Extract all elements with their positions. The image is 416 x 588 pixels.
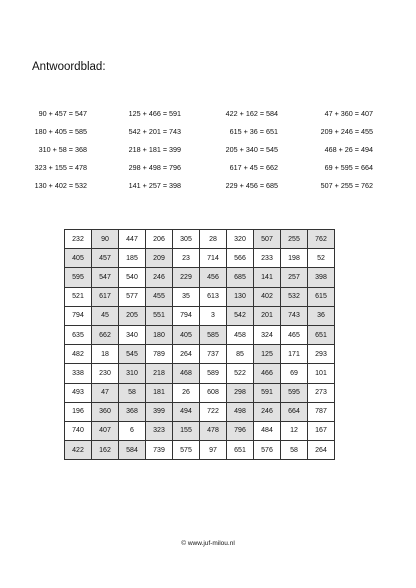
answer-equation: 617 + 45 = 662 — [229, 163, 278, 172]
answer-equation: 468 + 26 = 494 — [324, 145, 373, 154]
grid-cell: 484 — [254, 421, 281, 440]
grid-cell: 398 — [308, 268, 335, 287]
answer-equation: 130 + 402 = 532 — [34, 181, 87, 190]
answer-equation: 90 + 457 = 547 — [38, 109, 87, 118]
grid-cell: 595 — [281, 383, 308, 402]
grid-cell: 399 — [146, 402, 173, 421]
grid-cell: 407 — [92, 421, 119, 440]
grid-cell: 246 — [254, 402, 281, 421]
answer-grid — [64, 229, 335, 460]
grid-cell: 796 — [227, 421, 254, 440]
grid-cell: 310 — [119, 364, 146, 383]
grid-cell: 201 — [254, 306, 281, 325]
grid-cell: 125 — [254, 345, 281, 364]
grid-cell: 360 — [92, 402, 119, 421]
grid-cell: 545 — [119, 345, 146, 364]
grid-cell: 320 — [227, 230, 254, 249]
grid-cell: 305 — [173, 230, 200, 249]
page-title: Antwoordblad: — [32, 61, 106, 73]
answer-equation: 125 + 466 = 591 — [128, 109, 181, 118]
grid-cell: 273 — [308, 383, 335, 402]
grid-cell: 18 — [92, 345, 119, 364]
answer-equation: 507 + 255 = 762 — [320, 181, 373, 190]
grid-cell: 264 — [173, 345, 200, 364]
grid-cell: 551 — [146, 306, 173, 325]
grid-cell: 45 — [92, 306, 119, 325]
grid-row — [65, 383, 335, 402]
grid-cell: 196 — [65, 402, 92, 421]
answer-equation: 218 + 181 = 399 — [128, 145, 181, 154]
grid-row — [65, 441, 335, 460]
grid-cell: 97 — [200, 441, 227, 460]
grid-cell: 457 — [92, 249, 119, 268]
answer-equation: 205 + 340 = 545 — [225, 145, 278, 154]
grid-cell: 323 — [146, 421, 173, 440]
grid-cell: 615 — [308, 287, 335, 306]
grid-cell: 566 — [227, 249, 254, 268]
grid-cell: 255 — [281, 230, 308, 249]
grid-cell: 338 — [65, 364, 92, 383]
grid-cell: 230 — [92, 364, 119, 383]
grid-cell: 293 — [308, 345, 335, 364]
answer-equation: 615 + 36 = 651 — [229, 127, 278, 136]
grid-cell: 130 — [227, 287, 254, 306]
grid-cell: 685 — [227, 268, 254, 287]
grid-cell: 507 — [254, 230, 281, 249]
answer-row — [22, 145, 382, 159]
grid-cell: 324 — [254, 325, 281, 344]
grid-cell: 591 — [254, 383, 281, 402]
answer-equation: 141 + 257 = 398 — [128, 181, 181, 190]
grid-cell: 787 — [308, 402, 335, 421]
grid-cell: 141 — [254, 268, 281, 287]
grid-cell: 181 — [146, 383, 173, 402]
grid-cell: 85 — [227, 345, 254, 364]
grid-cell: 575 — [173, 441, 200, 460]
answer-row — [22, 181, 382, 195]
grid-cell: 171 — [281, 345, 308, 364]
grid-cell: 58 — [119, 383, 146, 402]
grid-cell: 246 — [146, 268, 173, 287]
grid-cell: 608 — [200, 383, 227, 402]
grid-cell: 447 — [119, 230, 146, 249]
grid-cell: 209 — [146, 249, 173, 268]
grid-cell: 101 — [308, 364, 335, 383]
grid-cell: 47 — [92, 383, 119, 402]
grid-cell: 28 — [200, 230, 227, 249]
grid-cell: 466 — [254, 364, 281, 383]
answer-equation: 298 + 498 = 796 — [128, 163, 181, 172]
answer-equation: 323 + 155 = 478 — [34, 163, 87, 172]
grid-cell: 26 — [173, 383, 200, 402]
grid-cell: 740 — [65, 421, 92, 440]
grid-cell: 180 — [146, 325, 173, 344]
grid-cell: 402 — [254, 287, 281, 306]
grid-row — [65, 325, 335, 344]
grid-cell: 69 — [281, 364, 308, 383]
answer-equation: 47 + 360 = 407 — [324, 109, 373, 118]
grid-cell: 264 — [308, 441, 335, 460]
grid-cell: 23 — [173, 249, 200, 268]
grid-cell: 595 — [65, 268, 92, 287]
grid-cell: 494 — [173, 402, 200, 421]
grid-cell: 206 — [146, 230, 173, 249]
grid-cell: 589 — [200, 364, 227, 383]
grid-cell: 739 — [146, 441, 173, 460]
grid-cell: 576 — [254, 441, 281, 460]
answer-equation: 69 + 595 = 664 — [324, 163, 373, 172]
grid-cell: 722 — [200, 402, 227, 421]
grid-cell: 468 — [173, 364, 200, 383]
grid-cell: 229 — [173, 268, 200, 287]
grid-cell: 584 — [119, 441, 146, 460]
grid-row — [65, 402, 335, 421]
answer-equation: 209 + 246 = 455 — [320, 127, 373, 136]
grid-cell: 205 — [119, 306, 146, 325]
answer-list — [22, 103, 382, 203]
grid-cell: 577 — [119, 287, 146, 306]
grid-cell: 456 — [200, 268, 227, 287]
grid-row — [65, 306, 335, 325]
grid-cell: 422 — [65, 441, 92, 460]
grid-cell: 743 — [281, 306, 308, 325]
grid-cell: 6 — [119, 421, 146, 440]
grid-cell: 532 — [281, 287, 308, 306]
grid-cell: 455 — [146, 287, 173, 306]
grid-cell: 232 — [65, 230, 92, 249]
grid-cell: 458 — [227, 325, 254, 344]
grid-cell: 714 — [200, 249, 227, 268]
grid-cell: 405 — [173, 325, 200, 344]
grid-cell: 58 — [281, 441, 308, 460]
grid-row — [65, 268, 335, 287]
grid-cell: 789 — [146, 345, 173, 364]
grid-cell: 651 — [308, 325, 335, 344]
grid-cell: 218 — [146, 364, 173, 383]
footer-copyright: © www.juf-milou.nl — [181, 540, 235, 547]
answer-equation: 542 + 201 = 743 — [128, 127, 181, 136]
grid-cell: 405 — [65, 249, 92, 268]
grid-cell: 52 — [308, 249, 335, 268]
grid-cell: 585 — [200, 325, 227, 344]
grid-cell: 794 — [65, 306, 92, 325]
grid-cell: 185 — [119, 249, 146, 268]
answer-row — [22, 109, 382, 123]
answer-equation: 422 + 162 = 584 — [225, 109, 278, 118]
grid-cell: 664 — [281, 402, 308, 421]
grid-cell: 12 — [281, 421, 308, 440]
grid-cell: 198 — [281, 249, 308, 268]
answer-equation: 310 + 58 = 368 — [38, 145, 87, 154]
grid-row — [65, 364, 335, 383]
grid-cell: 737 — [200, 345, 227, 364]
grid-cell: 617 — [92, 287, 119, 306]
grid-cell: 762 — [308, 230, 335, 249]
grid-cell: 521 — [65, 287, 92, 306]
grid-row — [65, 345, 335, 364]
grid-cell: 155 — [173, 421, 200, 440]
grid-cell: 482 — [65, 345, 92, 364]
grid-cell: 465 — [281, 325, 308, 344]
grid-cell: 635 — [65, 325, 92, 344]
answer-row — [22, 127, 382, 141]
grid-cell: 3 — [200, 306, 227, 325]
grid-cell: 478 — [200, 421, 227, 440]
grid-cell: 36 — [308, 306, 335, 325]
grid-row — [65, 230, 335, 249]
grid-cell: 35 — [173, 287, 200, 306]
grid-cell: 794 — [173, 306, 200, 325]
grid-cell: 233 — [254, 249, 281, 268]
grid-cell: 547 — [92, 268, 119, 287]
grid-row — [65, 287, 335, 306]
answer-equation: 229 + 456 = 685 — [225, 181, 278, 190]
grid-cell: 368 — [119, 402, 146, 421]
grid-cell: 167 — [308, 421, 335, 440]
grid-cell: 298 — [227, 383, 254, 402]
grid-row — [65, 421, 335, 440]
grid-cell: 651 — [227, 441, 254, 460]
grid-cell: 162 — [92, 441, 119, 460]
grid-cell: 90 — [92, 230, 119, 249]
grid-cell: 662 — [92, 325, 119, 344]
grid-row — [65, 249, 335, 268]
answer-row — [22, 163, 382, 177]
grid-cell: 540 — [119, 268, 146, 287]
grid-cell: 498 — [227, 402, 254, 421]
grid-cell: 542 — [227, 306, 254, 325]
grid-cell: 257 — [281, 268, 308, 287]
answer-equation: 180 + 405 = 585 — [34, 127, 87, 136]
grid-cell: 493 — [65, 383, 92, 402]
grid-cell: 522 — [227, 364, 254, 383]
grid-cell: 613 — [200, 287, 227, 306]
grid-cell: 340 — [119, 325, 146, 344]
